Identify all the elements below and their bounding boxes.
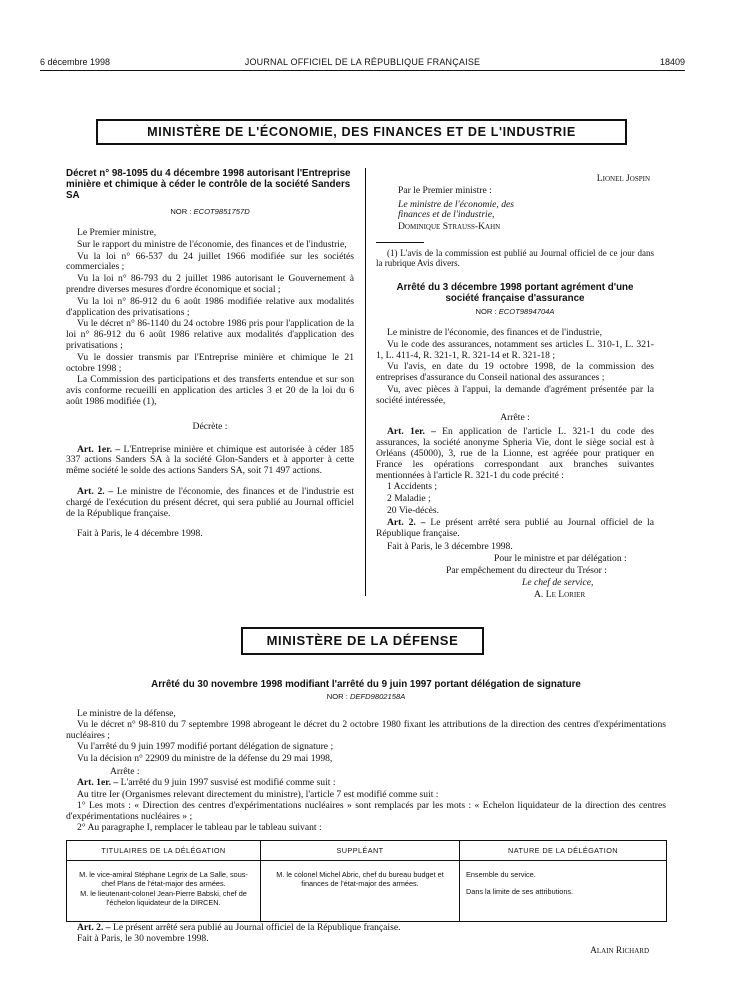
defense-arrete-title: Arrêté du 30 novembre 1998 modifiant l'arrêté du 9 juin 1997 portant délégation de signature: [151, 679, 581, 690]
decree-article-1: [66, 445, 354, 477]
arrete-label: Arrête :: [110, 766, 140, 778]
decree-title: Décret n° 98-1095 du 4 décembre 1998 autorisant l'Entreprise minière et chimique à céder le contrôle de la société Sanders SA: [66, 168, 351, 201]
arrete-article-2: [376, 518, 654, 540]
arrete-fait: Fait à Paris, le 3 décembre 1998.: [387, 541, 513, 553]
footnote-text: (1) L'avis de la commission est publié au Journal officiel de ce jour dans la rubrique Avis divers.: [376, 247, 654, 268]
par-le-premier-ministre: Par le Premier ministre :: [398, 184, 492, 196]
signatory-lorier: A. Le Lorier: [534, 588, 586, 600]
titulaire: M. le vice-amiral Stéphane Legrix de La Salle, sous-chef Plans de l'état-major des armées.: [79, 870, 248, 889]
signature-block: [376, 174, 654, 185]
defense-closing: [66, 923, 666, 946]
minister-role: Le ministre de l'économie, des finances et de l'industrie,: [398, 198, 514, 221]
arrete-visa: Vu, avec pièces à l'appui, la demande d'agrément présentée par la société intéressée,: [376, 383, 654, 406]
article-label: Art. 2. –: [387, 516, 426, 528]
nor-code: ECOT9851757D: [193, 207, 250, 216]
column-divider: [365, 168, 366, 596]
countersign-block: [376, 186, 654, 233]
nature: Ensemble du service.: [466, 870, 536, 879]
article-text: L'Entreprise minière et chimique est autorisée à céder 185 337 actions Sanders SA à la société Glon-Sanders et à apporter à cette même société le solde des actions Sanders SA, soit 71 497 actions.: [66, 443, 354, 477]
defense-arrete: [66, 679, 666, 834]
nature: Dans la limite de ses attributions.: [466, 887, 574, 897]
titulaire: M. le lieutenant-colonel Jean-Pierre Babski, chef de l'échelon liquidateur de la DIRCEN.: [80, 888, 247, 908]
article-text: Le ministre de l'économie, des finances et de l'industrie est chargé de l'exécution du présent décret, qui sera publié au Journal officiel de la République française.: [66, 485, 354, 519]
defense-visa: Le ministre de la défense,: [77, 708, 176, 719]
chef-de-service: Le chef de service,: [522, 576, 594, 588]
branch-item: 2 Maladie ;: [387, 493, 431, 505]
right-column: [376, 174, 654, 601]
nor-label: NOR :: [475, 306, 499, 316]
delegation-table: [66, 840, 667, 922]
decree-visa: La Commission des participations et des transferts entendue et sur son avis conforme recueilli en application des articles 3 et 20 de la loi du 6 août 1986 modifiée (1),: [66, 374, 354, 407]
decree-visa: Vu la loi n° 66-537 du 24 juillet 1966 modifiée sur les sociétés commerciales ;: [66, 250, 354, 273]
titulaires-cell: [67, 861, 261, 922]
decree-visa: Vu le dossier transmis par l'Entreprise minière et chimique le 21 octobre 1998 ;: [66, 351, 354, 374]
decree-article-2: [66, 487, 354, 519]
suppleant: M. le colonel Michel Abric, chef du bureau budget et finances de l'état-major des armées.: [276, 870, 444, 889]
defense-arrete-body: [66, 709, 666, 833]
page-number: 18409: [659, 57, 685, 67]
arrete-visa: Le ministre de l'économie, des finances et de l'industrie,: [387, 326, 602, 338]
minister-name: Dominique Strauss-Kahn: [398, 221, 501, 233]
nor-label: NOR :: [170, 207, 194, 216]
article-text: Le présent arrêté sera publié au Journal officiel de la République française.: [376, 516, 654, 539]
arrete-assurance-title: Arrêté du 3 décembre 1998 portant agrément d'une société française d'assurance: [396, 281, 634, 304]
table-row: [67, 861, 667, 922]
defense-visa: Vu l'arrêté du 9 juin 1997 modifié portant délégation de signature ;: [77, 741, 334, 753]
suppleant-cell: [261, 861, 460, 922]
article-label: Art. 1er. –: [77, 777, 119, 789]
nature-cell: [460, 861, 667, 922]
article-text: En application de l'article L. 321-1 du code des assurances, la société anonyme Spheria Vie, dont le siège social est à Orléans (45000), 3, rue de la Lionne, est agréée pour pratiquer en France les opérations correspondant aux branches suivantes mentionnées à l'article R. 321-1 du code précité :: [376, 426, 654, 481]
signatory-richard: Alain Richard: [590, 946, 649, 956]
branch-item: 1 Accidents ;: [387, 481, 438, 493]
decree-visa: Vu le décret n° 86-1140 du 24 octobre 1986 pris pour l'application de la loi n° 86-912 du 6 août 1986 relative aux modalités d'application des privatisations ;: [66, 318, 354, 351]
article-label: Art. 1er. –: [77, 443, 121, 455]
article-text: Le présent arrêté sera publié au Journal officiel de la République française.: [110, 922, 401, 933]
article-text: L'arrêté du 9 juin 1997 susvisé est modifié comme suit :: [118, 777, 336, 789]
delegation-line: Pour le ministre et par délégation :: [494, 553, 627, 565]
arrete-visa: Vu le code des assurances, notamment ses articles L. 310-1, L. 321-1, L. 411-4, R. 321-1, R. 321-14 et R. 321-18 ;: [376, 338, 654, 361]
delegation-line: Par empêchement du directeur du Trésor :: [446, 564, 607, 576]
defense-fait: Fait à Paris, le 30 novembre 1998.: [77, 933, 209, 945]
modification-line: 1° Les mots : « Direction des centres d'expérimentations nucléaires » sont remplacés par les mots : « Echelon liquidateur de la direction des centres d'expérimentations nucléaires » ;: [66, 800, 666, 822]
issue-date: 6 décembre 1998: [40, 57, 111, 67]
branch-item: 20 Vie-décès.: [387, 504, 439, 516]
defense-visa: Vu le décret n° 98-810 du 7 septembre 1998 abrogeant le décret du 2 octobre 1980 fixant les attributions de la direction des centres d'expérimentations nucléaires ;: [66, 719, 666, 741]
arrete-visa: Vu l'avis, en date du 19 octobre 1998, de la commission des entreprises d'assurance du Conseil national des assurances ;: [376, 361, 654, 384]
defense-visa: Vu la décision n° 22909 du ministre de la défense du 29 mai 1998,: [77, 752, 333, 764]
arrete-assurance-nor: [376, 307, 654, 316]
arrete-label: Arrête :: [500, 411, 530, 423]
table-header: SUPPLÉANT: [261, 841, 460, 861]
decree-decrete: Décrète :: [192, 420, 228, 432]
article-label: Art. 1er. –: [387, 426, 436, 438]
defense-arrete-nor: [66, 692, 666, 701]
decree-visa: Sur le rapport du ministre de l'économie, des finances et de l'industrie,: [77, 238, 347, 250]
nor-label: NOR :: [326, 692, 350, 701]
modification-line: 2° Au paragraphe I, remplacer le tableau par le tableau suivant :: [77, 822, 322, 834]
ministry-banner-economy: MINISTÈRE DE L'ÉCONOMIE, DES FINANCES ET DE L'INDUSTRIE: [96, 119, 627, 145]
decree-intro: Le Premier ministre,: [77, 227, 157, 238]
footnote: [376, 248, 654, 268]
signatory-jospin: Lionel Jospin: [596, 173, 650, 184]
decree-visa: Vu la loi n° 86-793 du 2 juillet 1986 autorisant le Gouvernement à prendre diverses mesures d'ordre économique et social ;: [66, 273, 354, 295]
article-label: Art. 2. –: [77, 485, 114, 497]
modification-line: Au titre Ier (Organismes relevant directement du ministre), l'article 7 est modifié comme suit :: [77, 788, 439, 800]
nor-code: ECOT9894704A: [498, 306, 555, 316]
page-header: [40, 57, 685, 71]
table-header: TITULAIRES DE LA DÉLÉGATION: [67, 841, 261, 861]
journal-title: JOURNAL OFFICIEL DE LA RÉPUBLIQUE FRANÇAISE: [244, 57, 481, 67]
arrete-article-1: [376, 427, 654, 481]
defense-article-2: [66, 923, 666, 933]
decree-visa: Vu la loi n° 86-912 du 6 août 1986 modifiée relative aux modalités d'application des privatisations ;: [66, 295, 354, 318]
decree-body: [66, 228, 354, 540]
defense-article-1: [66, 778, 666, 788]
ministry-banner-defense: MINISTÈRE DE LA DÉFENSE: [241, 627, 484, 655]
header-rule: [40, 70, 685, 71]
footnote-rule: [376, 242, 424, 243]
table-header: NATURE DE LA DÉLÉGATION: [460, 841, 667, 861]
arrete-assurance-body: [376, 328, 654, 600]
decree-nor: [66, 207, 354, 216]
article-label: Art. 2. –: [77, 922, 111, 933]
nor-code: DEFD9802158A: [349, 692, 406, 701]
decree-fait: Fait à Paris, le 4 décembre 1998.: [77, 528, 203, 540]
decree-column: [66, 168, 354, 541]
